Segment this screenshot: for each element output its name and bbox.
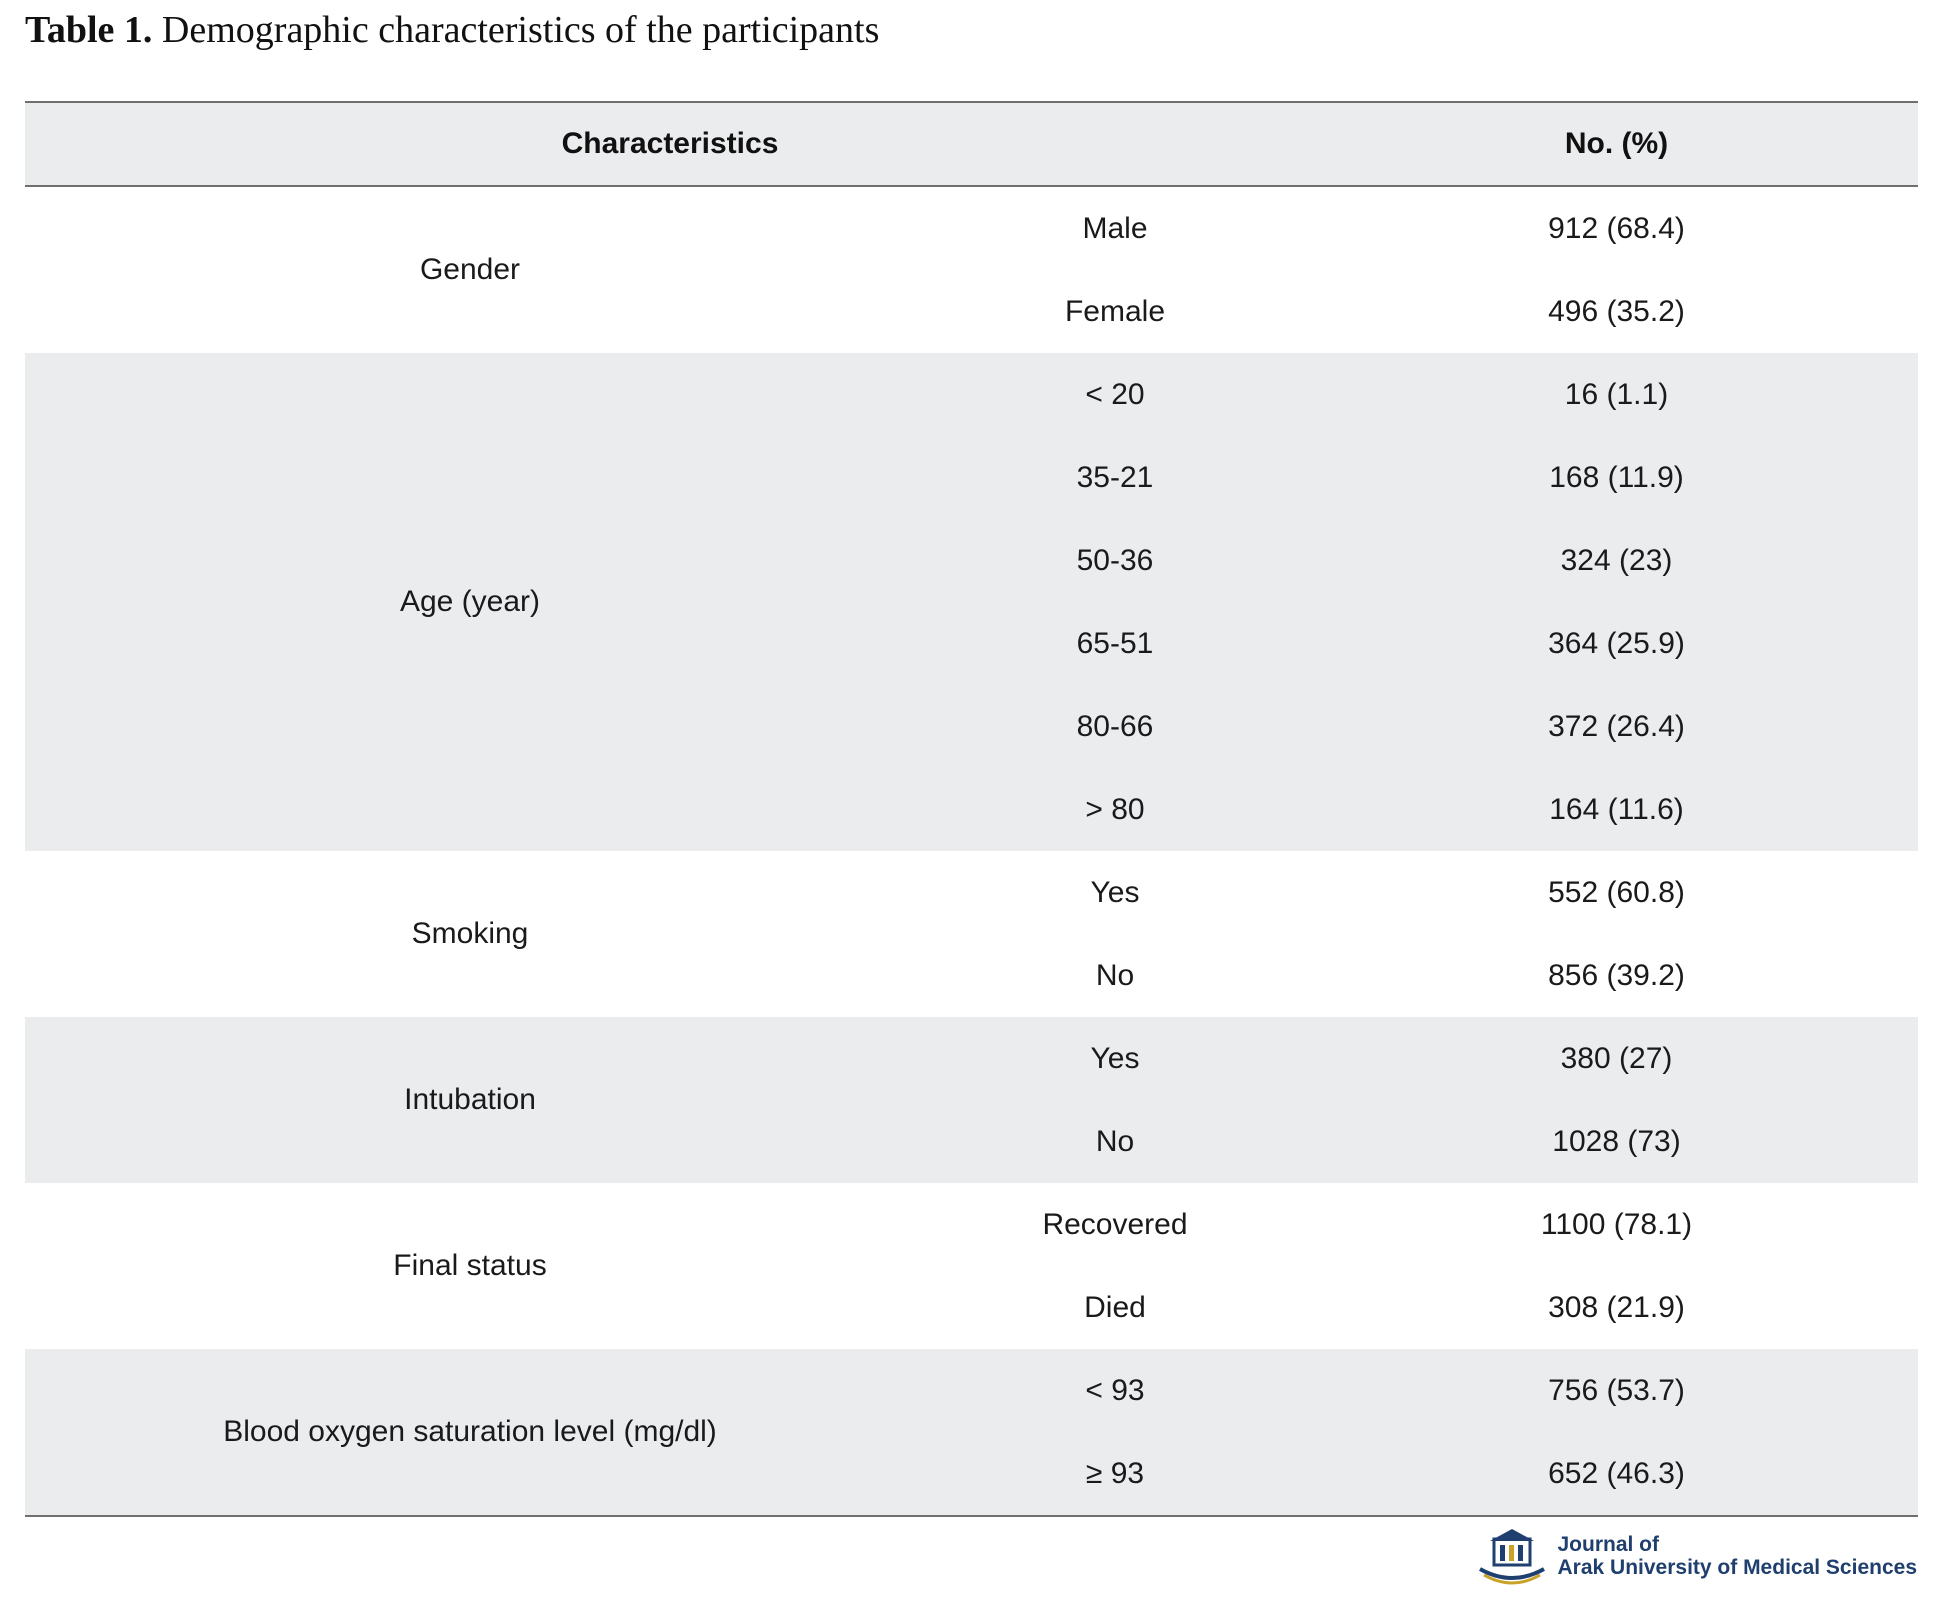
journal-logo bbox=[1474, 1525, 1918, 1587]
value-cell: 1028 (73) bbox=[1552, 1124, 1681, 1158]
value-cell: 372 (26.4) bbox=[1548, 709, 1685, 743]
subcategory-cell: < 93 bbox=[1085, 1373, 1145, 1407]
value-cell: 308 (21.9) bbox=[1548, 1290, 1685, 1324]
subcategory-cell: 50-36 bbox=[1076, 543, 1154, 577]
subcategory-cell: No bbox=[1095, 958, 1135, 992]
journal-emblem-icon bbox=[1474, 1525, 1550, 1587]
value-cell: 552 (60.8) bbox=[1548, 875, 1685, 909]
value-cell: 496 (35.2) bbox=[1548, 294, 1685, 328]
value-cell: 168 (11.9) bbox=[1549, 460, 1684, 494]
subcategory-cell: 65-51 bbox=[1076, 626, 1154, 660]
group-age bbox=[25, 353, 1918, 851]
header-count: No. (%) bbox=[1564, 127, 1669, 160]
table-header bbox=[25, 103, 1918, 187]
subcategory-cell: Female bbox=[1064, 294, 1166, 328]
group-blood-oxygen bbox=[25, 1349, 1918, 1515]
table-row bbox=[915, 270, 1918, 353]
logo-line-1: Journal of bbox=[1557, 1533, 1660, 1556]
table-row bbox=[915, 436, 1918, 519]
value-cell: 1100 (78.1) bbox=[1540, 1207, 1693, 1241]
subcategory-cell: < 20 bbox=[1085, 377, 1145, 411]
value-cell: 16 (1.1) bbox=[1564, 377, 1669, 411]
table-row bbox=[915, 768, 1918, 851]
value-cell: 164 (11.6) bbox=[1549, 792, 1684, 826]
table-row bbox=[915, 187, 1918, 270]
logo-line-2: Arak University of Medical Sciences bbox=[1557, 1556, 1917, 1579]
group-final-status bbox=[25, 1183, 1918, 1349]
table-row bbox=[915, 1432, 1918, 1515]
table-row bbox=[915, 1349, 1918, 1432]
table-row bbox=[915, 1183, 1918, 1266]
group-gender bbox=[25, 187, 1918, 353]
subcategory-cell: Yes bbox=[1090, 1041, 1140, 1075]
caption-text: Demographic characteristics of the participants bbox=[152, 9, 880, 51]
group-label: Final status bbox=[393, 1249, 547, 1282]
table-caption bbox=[25, 6, 879, 54]
group-smoking bbox=[25, 851, 1918, 1017]
group-label: Age (year) bbox=[399, 585, 541, 618]
value-cell: 380 (27) bbox=[1560, 1041, 1673, 1075]
subcategory-cell: Died bbox=[1084, 1290, 1146, 1324]
header-characteristics: Characteristics bbox=[561, 127, 779, 160]
table-row bbox=[915, 519, 1918, 602]
subcategory-cell: ≥ 93 bbox=[1085, 1456, 1145, 1490]
subcategory-cell: 80-66 bbox=[1076, 709, 1154, 743]
value-cell: 364 (25.9) bbox=[1548, 626, 1685, 660]
subcategory-cell: No bbox=[1095, 1124, 1135, 1158]
value-cell: 856 (39.2) bbox=[1548, 958, 1685, 992]
table-row bbox=[915, 934, 1918, 1017]
table-row bbox=[915, 1017, 1918, 1100]
group-intubation bbox=[25, 1017, 1918, 1183]
value-cell: 912 (68.4) bbox=[1548, 211, 1685, 245]
table-row bbox=[915, 1266, 1918, 1349]
table-row bbox=[915, 1100, 1918, 1183]
subcategory-cell: 35-21 bbox=[1076, 460, 1154, 494]
table-row bbox=[915, 353, 1918, 436]
group-label: Gender bbox=[419, 253, 521, 286]
group-label: Blood oxygen saturation level (mg/dl) bbox=[223, 1415, 717, 1448]
value-cell: 756 (53.7) bbox=[1548, 1373, 1685, 1407]
value-cell: 652 (46.3) bbox=[1548, 1456, 1685, 1490]
subcategory-cell: Male bbox=[1082, 211, 1148, 245]
value-cell: 324 (23) bbox=[1560, 543, 1673, 577]
subcategory-cell: > 80 bbox=[1085, 792, 1145, 826]
subcategory-cell: Yes bbox=[1090, 875, 1140, 909]
caption-label: Table 1. bbox=[25, 9, 153, 51]
demographics-table bbox=[25, 101, 1918, 1517]
subcategory-cell: Recovered bbox=[1042, 1207, 1188, 1241]
table-row bbox=[915, 602, 1918, 685]
group-label: Intubation bbox=[404, 1083, 536, 1116]
table-row bbox=[915, 851, 1918, 934]
table-row bbox=[915, 685, 1918, 768]
group-label: Smoking bbox=[411, 917, 529, 950]
